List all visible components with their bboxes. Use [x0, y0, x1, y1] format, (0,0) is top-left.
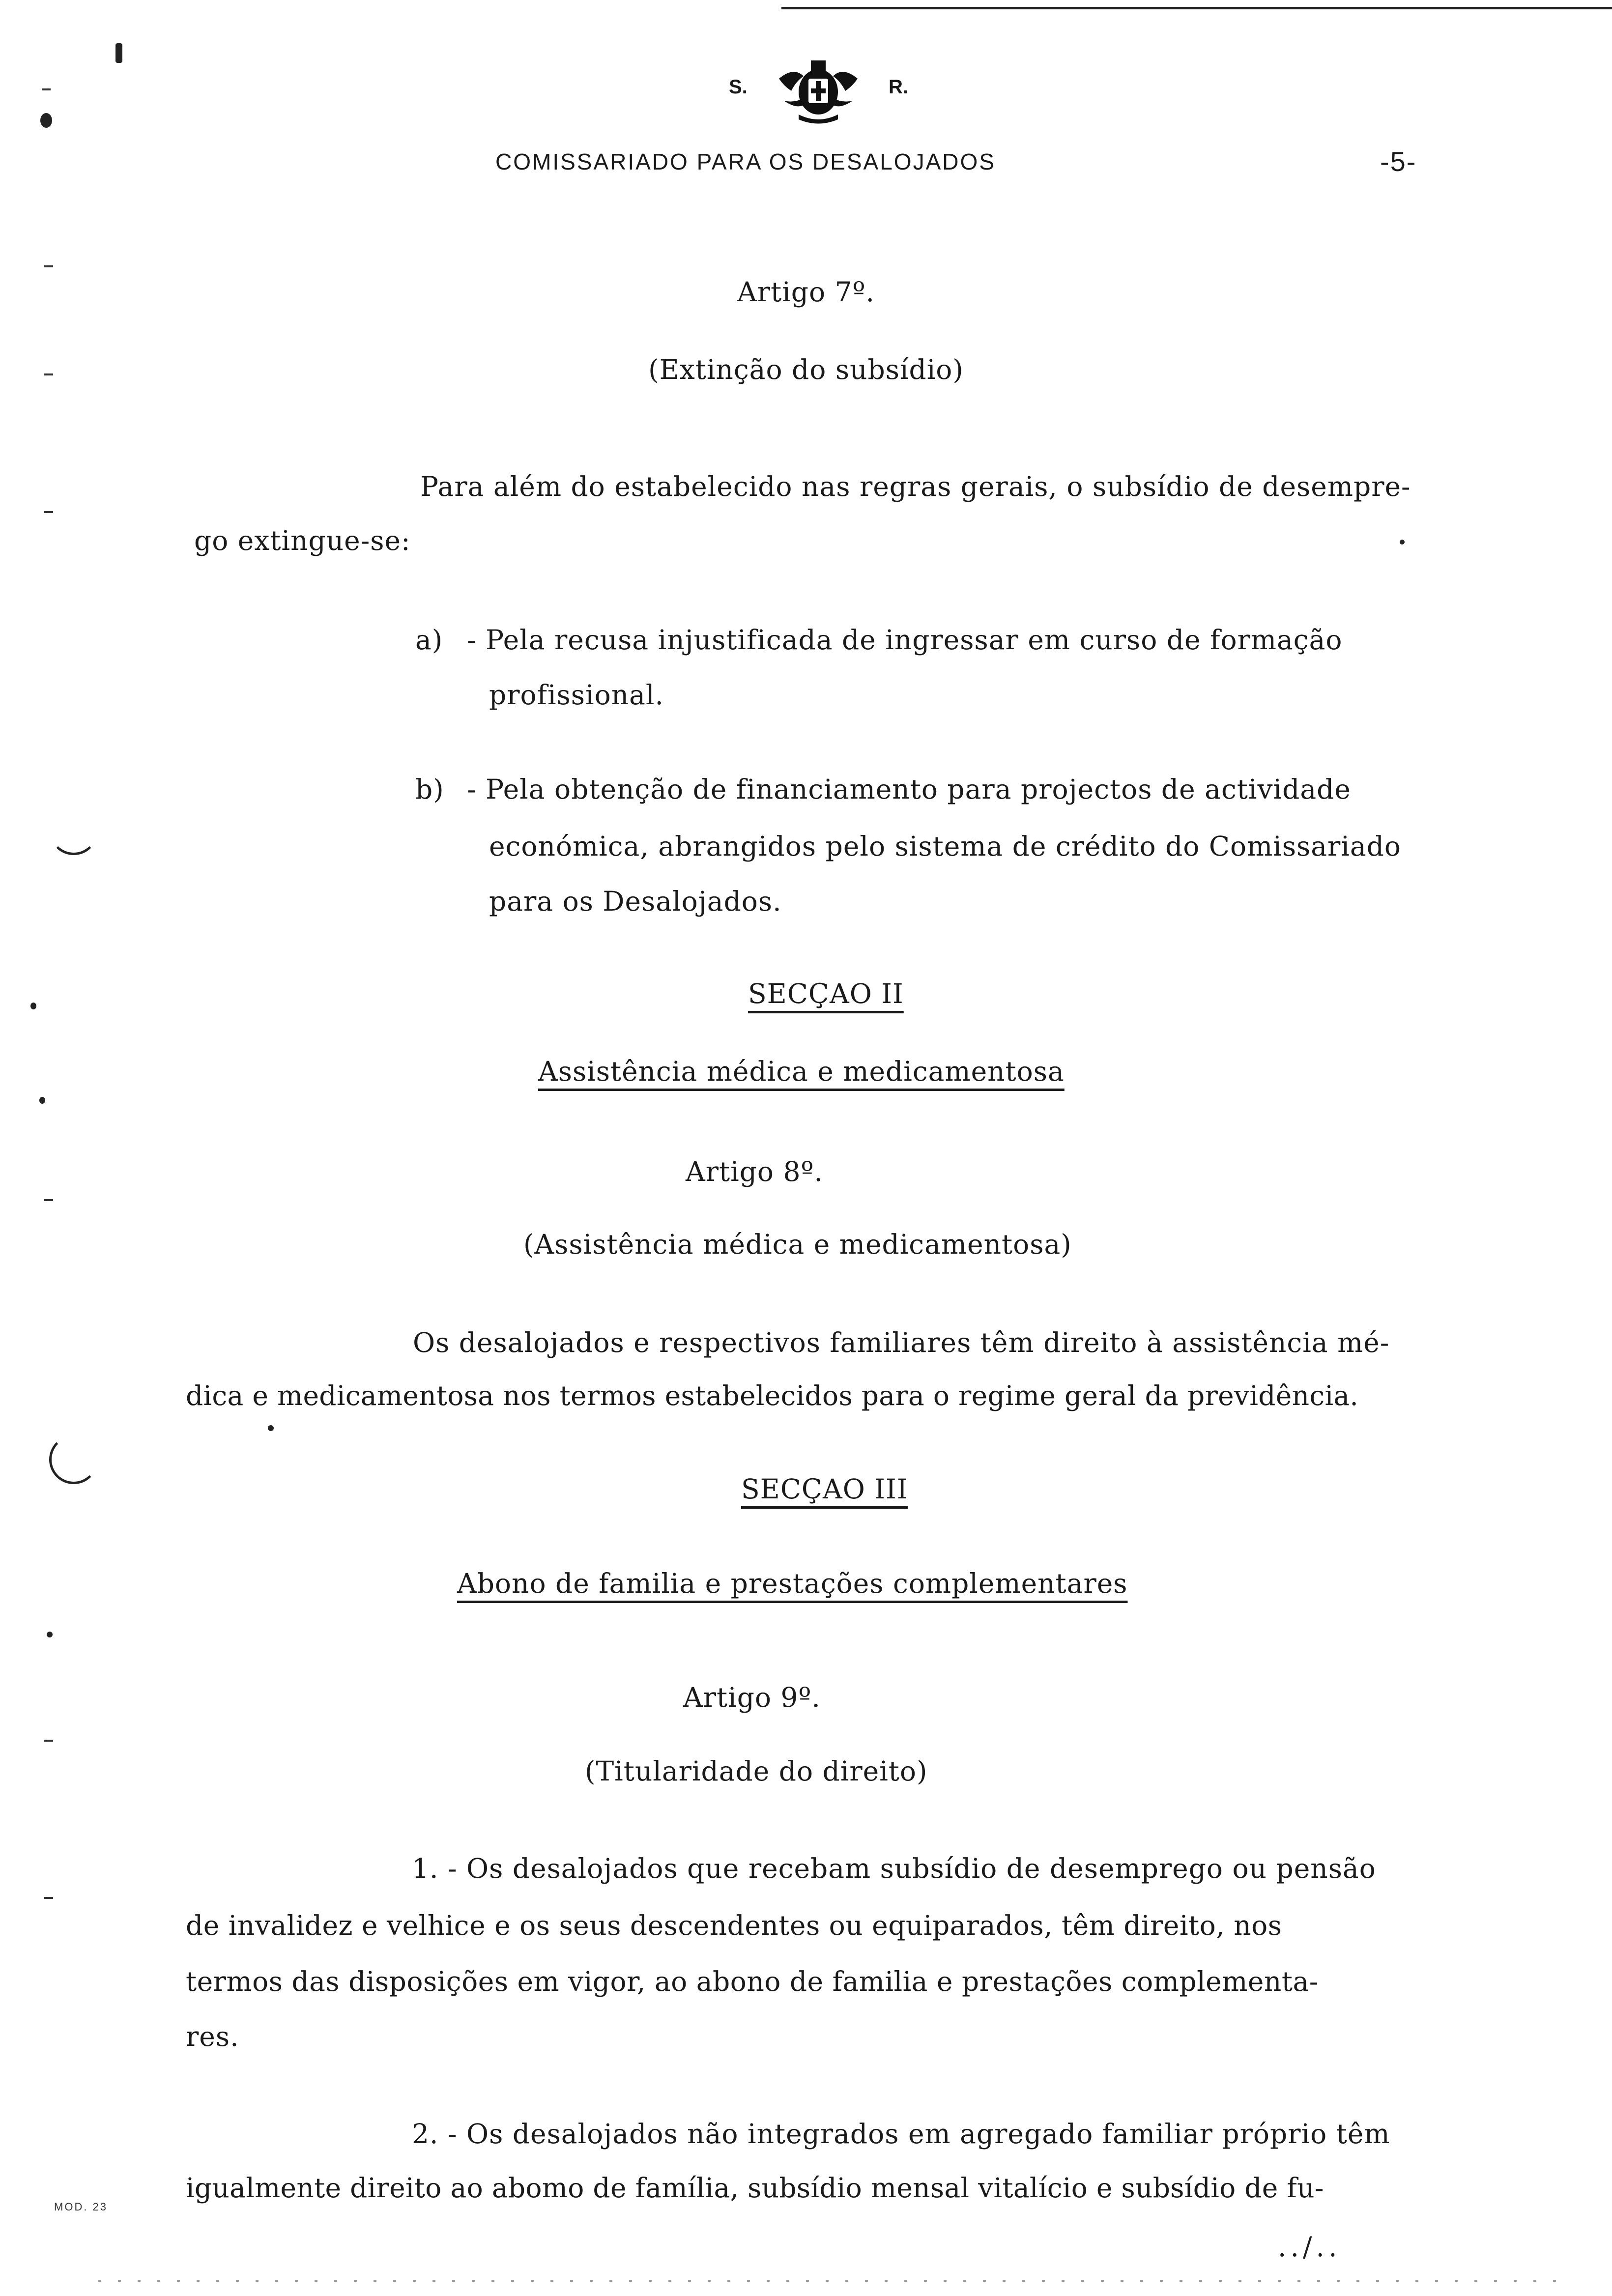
item-b-line2: económica, abrangidos pelo sistema de crédito do Comissariado — [489, 831, 1402, 862]
margin-speck — [30, 1003, 36, 1009]
article-9-p1-line2: de invalidez e velhice e os seus descendentes ou equiparados, têm direito, nos — [186, 1910, 1282, 1941]
continuation-mark: ../.. — [1278, 2231, 1341, 2263]
header-left-initial: S. — [729, 76, 748, 98]
margin-dash — [44, 265, 53, 267]
section-2-heading: SECÇAO II — [748, 978, 904, 1009]
item-b-marker: b) — [415, 774, 444, 805]
article-8-heading: Artigo 8º. — [686, 1156, 823, 1187]
article-7-subtitle: (Extinção do subsídio) — [648, 354, 964, 385]
article-9-p2-line1: 2. - Os desalojados não integrados em agregado familiar próprio têm — [412, 2118, 1390, 2150]
margin-speck — [39, 1097, 45, 1104]
margin-speck — [47, 1632, 53, 1637]
article-9-p1-line4: res. — [186, 2021, 239, 2052]
margin-dash — [44, 373, 53, 375]
punch-hole-mark — [49, 1435, 98, 1484]
punch-hole-mark — [49, 806, 98, 855]
margin-speck — [1400, 540, 1405, 545]
coat-of-arms-icon — [769, 57, 867, 125]
article-7-heading: Artigo 7º. — [737, 276, 875, 308]
item-b-line3: para os Desalojados. — [489, 886, 782, 917]
item-a-line1: - Pela recusa injustificada de ingressar em curso de formação — [467, 624, 1343, 656]
margin-speck — [268, 1425, 274, 1431]
margin-dash — [44, 1199, 53, 1201]
article-8-line1: Os desalojados e respectivos familiares têm direito à assistência mé- — [413, 1327, 1390, 1358]
article-9-subtitle: (Titularidade do direito) — [585, 1755, 928, 1787]
article-7-intro-line1: Para além do estabelecido nas regras gerais, o subsídio de desempre- — [420, 471, 1411, 502]
margin-speck — [40, 113, 52, 128]
margin-dash — [44, 1897, 53, 1899]
section-3-heading: SECÇAO III — [741, 1473, 908, 1505]
article-9-p2-line2: igualmente direito ao abomo de família, subsídio mensal vitalício e subsídio de fu- — [186, 2172, 1324, 2204]
item-a-marker: a) — [415, 624, 443, 656]
article-8-line2: dica e medicamentosa nos termos estabelecidos para o regime geral da previdência. — [186, 1380, 1359, 1411]
form-code: MOD. 23 — [54, 2201, 108, 2213]
top-rule — [781, 7, 1612, 9]
section-2-title: Assistência médica e medicamentosa — [538, 1056, 1065, 1087]
margin-speck — [115, 43, 122, 63]
item-b-line1: - Pela obtenção de financiamento para projectos de actividade — [467, 774, 1351, 805]
article-9-p1-line3: termos das disposições em vigor, ao abono de familia e prestações complementa- — [186, 1966, 1319, 1997]
article-9-p1-line1: 1. - Os desalojados que recebam subsídio de desemprego ou pensão — [412, 1853, 1376, 1884]
bottom-scan-noise — [98, 2280, 1573, 2282]
section-3-title: Abono de familia e prestações complementares — [457, 1568, 1128, 1599]
page-number: -5- — [1380, 146, 1417, 177]
header-office-name: COMISSARIADO PARA OS DESALOJADOS — [495, 149, 996, 174]
item-a-line2: profissional. — [489, 679, 664, 711]
article-7-intro-line2: go extingue-se: — [194, 525, 411, 556]
margin-dash — [42, 88, 51, 90]
header-right-initial: R. — [889, 76, 908, 98]
article-8-subtitle: (Assistência médica e medicamentosa) — [523, 1229, 1072, 1260]
margin-dash — [44, 1740, 53, 1742]
margin-dash — [44, 511, 53, 513]
article-9-heading: Artigo 9º. — [683, 1682, 821, 1713]
